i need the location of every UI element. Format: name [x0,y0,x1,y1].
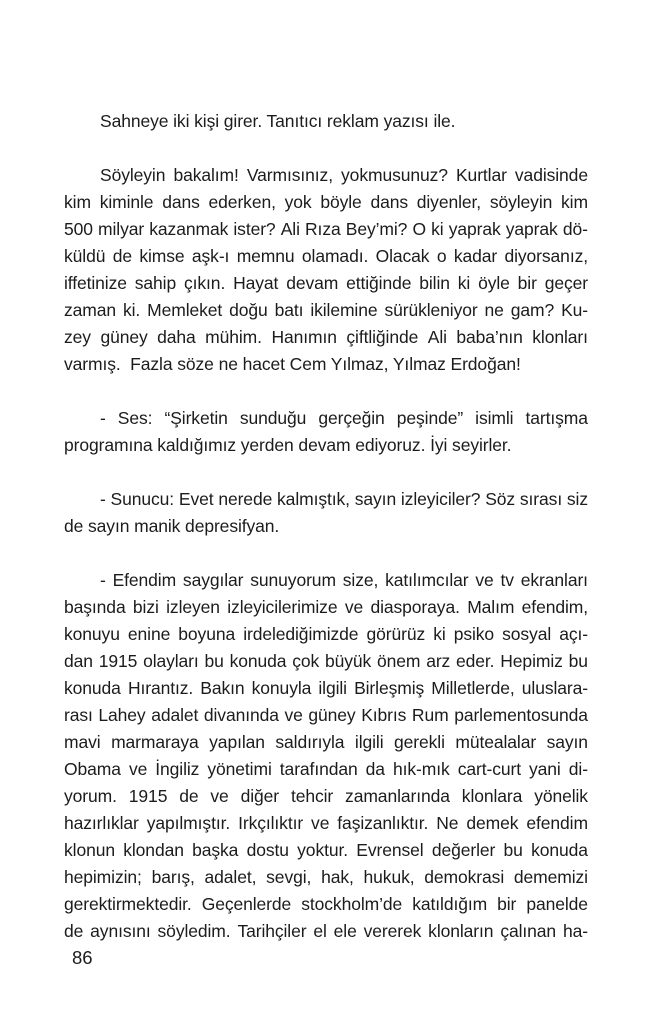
word: milyar [98,219,145,239]
text-line [64,756,588,783]
text-line [64,216,588,243]
word: diğer [240,786,280,806]
word: Hepimiz [500,651,563,671]
word: İngiliz [155,759,200,779]
text-line: Sahneye iki kişi girer. Tanıtıcı reklam yazısı ile. [100,111,456,131]
word: Ku- [561,300,588,320]
word: hukuk, [363,867,415,887]
word: zaman [64,300,117,320]
word: bir [497,894,517,914]
word: dans [162,192,200,212]
word: Hırantız. [127,678,194,698]
word: arz [426,651,451,671]
word: hepimizin; [64,867,142,887]
word: Obama [64,759,121,779]
word: o [436,246,447,266]
word: Memleket [147,300,223,320]
word: saldırıyla [275,732,345,752]
word: 1915 [98,651,138,671]
word: uluslara- [521,678,588,698]
word: kalmıştık, [277,489,350,509]
word: Efendim [112,570,177,590]
word: Birleşmiş [354,678,425,698]
word: doğu [229,300,268,320]
word: boyuna [178,624,236,644]
word: ki. [122,300,141,320]
word: Rum [411,705,449,725]
word: hazırlıklar [64,813,139,833]
word: baba’nın [456,327,523,347]
word: iffetinize [64,273,127,293]
word: Ses: [117,408,153,428]
word: parlementosunda [454,705,588,725]
word: başında [64,597,126,617]
word: psiko [453,624,495,644]
word: efendim [526,813,588,833]
word: Kıbrıs [361,705,407,725]
text-line [64,594,588,621]
word: rası [64,705,93,725]
text-line [64,891,588,918]
word: nerede [218,489,273,509]
paragraph [64,108,588,135]
word: çiftliğinde [346,327,419,347]
word: açı- [559,624,588,644]
word: kim [64,192,91,212]
word: güney [308,705,356,725]
word: Tarihçiler [237,921,307,941]
word: Hanımın [271,327,337,347]
paragraph [64,486,588,540]
word: söyledim. [157,921,231,941]
text-line [64,270,588,297]
word: söyleyin [489,192,553,212]
word: klonların [428,921,494,941]
word: daha [157,327,196,347]
word: demokrasi [424,867,505,887]
word: ve [284,705,303,725]
word: izleyen [166,597,220,617]
word: yani [529,759,561,779]
word: dememizi [513,867,588,887]
word: Ali [427,327,447,347]
word: öyle [478,273,510,293]
word: sunduğu [239,408,307,428]
word: kim [561,192,588,212]
word: büyük [324,651,372,671]
word: sunuyorum [250,570,336,590]
paragraph [64,567,588,945]
word: siz [566,489,588,509]
word: sahip [134,273,177,293]
paragraph [64,405,588,459]
word: ki [433,624,446,644]
word: yok [284,192,312,212]
word: dans [370,192,408,212]
word: klonlara [461,786,523,806]
word: Ali [280,219,300,239]
word: hık-mık [392,759,450,779]
text-line [64,297,588,324]
word: değerler [431,840,496,860]
text-line [64,729,588,756]
word: gam? [510,300,555,320]
word: izleyicilerimize [227,597,338,617]
word: Kurtlar [455,165,507,185]
word: bu [503,840,523,860]
text-line [64,162,588,189]
text-line [64,621,588,648]
paragraph [64,162,588,378]
word: el [313,921,327,941]
word: Milletlerde, [431,678,515,698]
text-line [64,405,588,432]
word: - [100,489,106,509]
word: de [64,921,84,941]
word: Sunucu: [110,489,175,509]
word: Rıza [305,219,341,239]
word: yapılan [209,732,265,752]
word: mavi [64,732,101,752]
word: diyenler, [416,192,482,212]
word: kazanmak [149,219,229,239]
word: barış, [151,867,195,887]
word: ha- [562,921,588,941]
word: vadisinde [514,165,588,185]
word: ve [128,759,148,779]
word: yapılmıştır. [146,813,231,833]
word: sevgi, [266,867,312,887]
word: efendim, [521,597,588,617]
word: ve [344,597,364,617]
text-line [64,810,588,837]
word: yönetimi [207,759,272,779]
word: - [100,570,106,590]
word: konuda [229,651,287,671]
word: yoktur. [297,840,349,860]
word: çıkın. [183,273,226,293]
word: ki [431,219,444,239]
page-text [64,108,588,945]
word: bilin [419,273,450,293]
word: başka [192,840,239,860]
text-line [64,324,588,351]
word: katılımcılar [385,570,469,590]
word: bu [204,651,224,671]
word: ilgili [354,732,384,752]
word: “Şirketin [164,408,228,428]
word: da [365,759,385,779]
word: adalet [151,705,199,725]
text-line [64,702,588,729]
word: de [179,786,199,806]
word: peşinde” [396,408,464,428]
word: Evet [178,489,214,509]
word: diasporaya. [370,597,460,617]
word: ve [311,813,330,833]
word: zey [64,327,91,347]
word: memnu [236,246,295,266]
word: ilgili [318,678,347,698]
word: yaprak [448,219,501,239]
word: Söz [485,489,516,509]
word: tv [500,570,514,590]
word: zamanlarında [345,786,450,806]
word: kiminle [99,192,154,212]
text-line [64,918,588,945]
word: irdelediğimizde [243,624,359,644]
word: ve [475,570,494,590]
word: kadar [453,246,498,266]
word: Lahey [98,705,146,725]
word: güney [100,327,148,347]
word: marmaraya [111,732,199,752]
word: Irkçılıktır [238,813,304,833]
word: kimse [139,246,185,266]
word: bir [517,273,537,293]
word: vererek [363,921,422,941]
word: enine [127,624,171,644]
word: - [100,408,106,428]
word: tarafından [279,759,358,779]
word: Bey’mi? [345,219,408,239]
word: klonun [64,840,115,860]
word: küldü [64,246,106,266]
word: önem [376,651,421,671]
word: olayları [143,651,199,671]
word: yorum. [64,786,117,806]
word: çok [292,651,320,671]
word: geçer [544,273,588,293]
word: ettiğinde [346,273,412,293]
word: ne [484,300,504,320]
word: ekranları [520,570,588,590]
word: bu [568,651,588,671]
word: di- [568,759,588,779]
word: izleyiciler? [400,489,481,509]
text-line [64,864,588,891]
text-line [64,486,588,513]
word: dostu [246,840,289,860]
word: Bakın [200,678,245,698]
word: tehcir [290,786,334,806]
word: saygılar [182,570,244,590]
word: klonları [532,327,588,347]
word: gerekli [394,732,445,752]
word: ederken, [208,192,276,212]
word: ele [333,921,357,941]
word: yönelik [534,786,588,806]
word: Ne [436,813,459,833]
word: diyorsanız, [504,246,588,266]
word: ki [457,273,471,293]
word: Evrensel [356,840,424,860]
word: Malım [467,597,515,617]
word: konuyu [64,624,120,644]
word: O [412,219,426,239]
word: görürüz [366,624,426,644]
word: Geçenlerde [201,894,292,914]
text-line [64,675,588,702]
word: panelde [526,894,588,914]
word: hak, [321,867,354,887]
text-line [64,567,588,594]
word: sosyal [502,624,552,644]
word: konuyla [251,678,312,698]
text-line [64,783,588,810]
word: size, [342,570,379,590]
word: gerçeğin [318,408,385,428]
word: konuda [531,840,588,860]
word: mühim. [205,327,262,347]
word: adalet, [204,867,257,887]
word: yokmusunuz? [341,165,448,185]
word: cart-curt [457,759,521,779]
word: katıldığım [412,894,488,914]
word: Olacak [375,246,430,266]
word: Hayat [233,273,279,293]
text-line [64,189,588,216]
word: sırası [519,489,563,509]
word: isimli [475,408,514,428]
word: sayın [546,732,588,752]
word: konuda [64,678,121,698]
word: devam [286,273,339,293]
word: tartışma [525,408,588,428]
word: dö- [562,219,588,239]
word: eder. [456,651,495,671]
word: olamadı. [301,246,369,266]
text-line: varmış. Fazla söze ne hacet Cem Yılmaz, Yılmaz Erdoğan! [64,354,521,374]
word: mütealalar [455,732,537,752]
text-line [64,648,588,675]
word: Varmısınız, [246,165,333,185]
word: dan [64,651,93,671]
word: yaprak [505,219,558,239]
text-line: programına kaldığımız yerden devam ediyoruz. İyi seyirler. [64,435,512,455]
text-line: de sayın manik depresifyan. [64,516,280,536]
word: çalınan [500,921,557,941]
word: böyle [320,192,362,212]
page-number: 86 [72,947,93,968]
word: ve [210,786,229,806]
word: sürükleniyor [384,300,478,320]
word: aynısını [90,921,151,941]
word: 1915 [128,786,168,806]
word: klondan [123,840,184,860]
text-line [64,243,588,270]
word: gerektirmektedir. [64,894,192,914]
word: aşk-ı [191,246,230,266]
word: ister? [233,219,276,239]
word: 500 [64,219,93,239]
word: bakalım! [173,165,239,185]
word: de [112,246,132,266]
word: demek [466,813,519,833]
word: sayın [354,489,397,509]
text-line [64,837,588,864]
word: bizi [132,597,159,617]
word: Söyleyin [100,165,166,185]
word: batı [274,300,304,320]
word: faşizanlıktır. [337,813,429,833]
word: divanında [203,705,279,725]
word: stockholm’de [301,894,403,914]
word: ikilemine [310,300,378,320]
